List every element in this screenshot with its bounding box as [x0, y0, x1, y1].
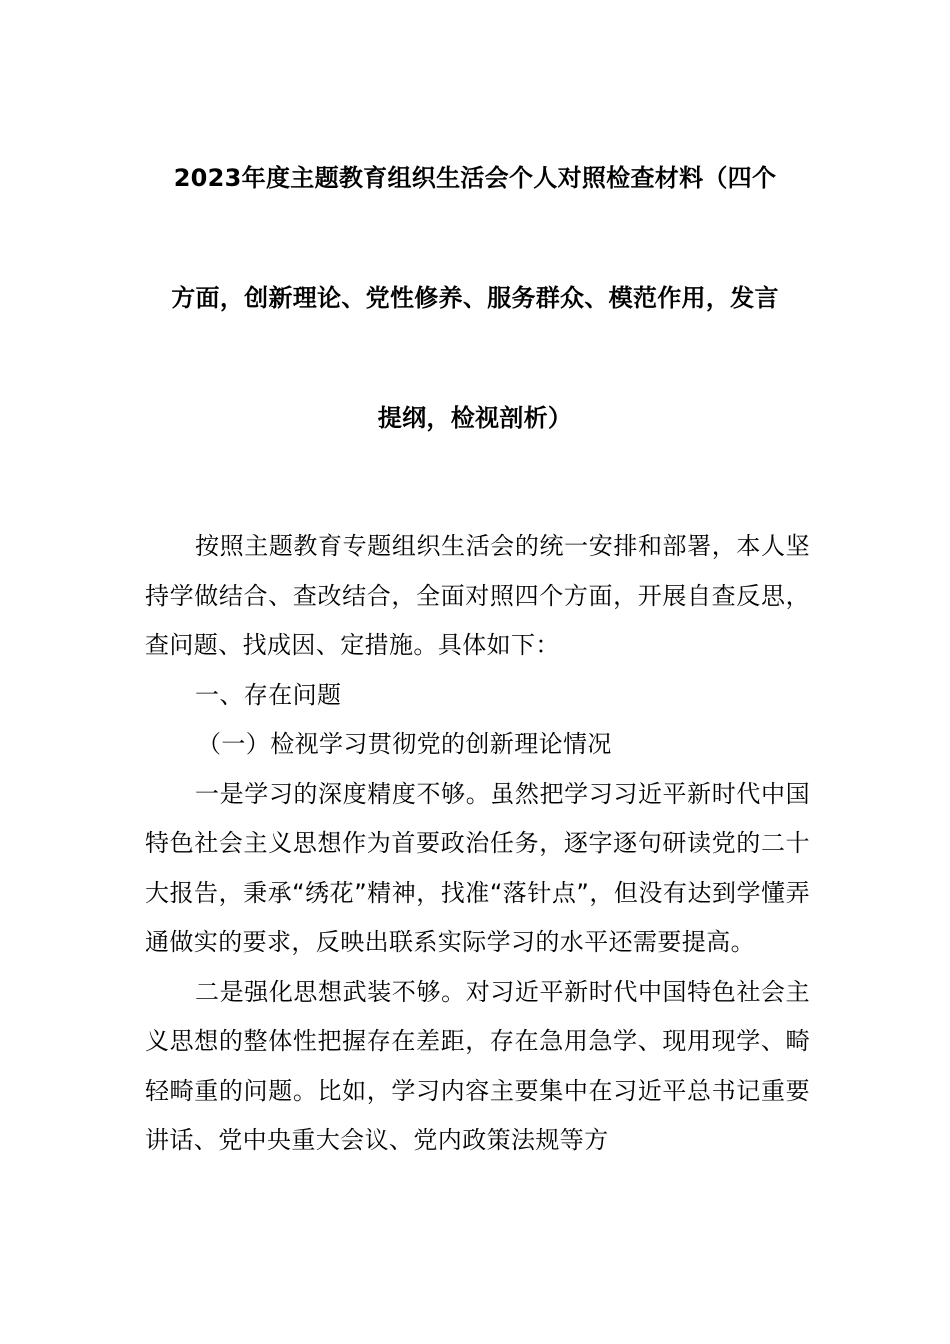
- document-body: [145, 522, 810, 1166]
- problem-paragraph-1: 一是学习的深度精度不够。虽然把学习习近平新时代中国特色社会主义思想作为首要政治任务，逐字逐句研读党的二十大报告，秉承“绣花”精神，找准“落针点”，但没有达到学懂弄通做实的要求，反映出联系实际学习的水平还需要提高。: [145, 779, 810, 956]
- intro-paragraph: 按照主题教育专题组织生活会的统一安排和部署，本人坚持学做结合、查改结合，全面对照四个方面，开展自查反思，查问题、找成因、定措施。具体如下：: [145, 532, 810, 659]
- document-title-line-1: 2023年度主题教育组织生活会个人对照检查材料（四个: [173, 164, 777, 192]
- document-title-line-3: 提纲，检视剖析）: [377, 404, 573, 432]
- document-title-line-2: 方面，创新理论、党性修养、服务群众、模范作用，发言: [171, 284, 779, 312]
- subsection-heading-theory: （一）检视学习贯彻党的创新理论情况: [197, 730, 612, 758]
- section-heading-problems: 一、存在问题: [195, 680, 342, 709]
- problem-paragraph-2: 二是强化思想武装不够。对习近平新时代中国特色社会主义思想的整体性把握存在差距，存在急用急学、现用现学、畸轻畸重的问题。比如，学习内容主要集中在习近平总书记重要讲话、党中央重大会议、党内政策法规等方: [145, 977, 810, 1154]
